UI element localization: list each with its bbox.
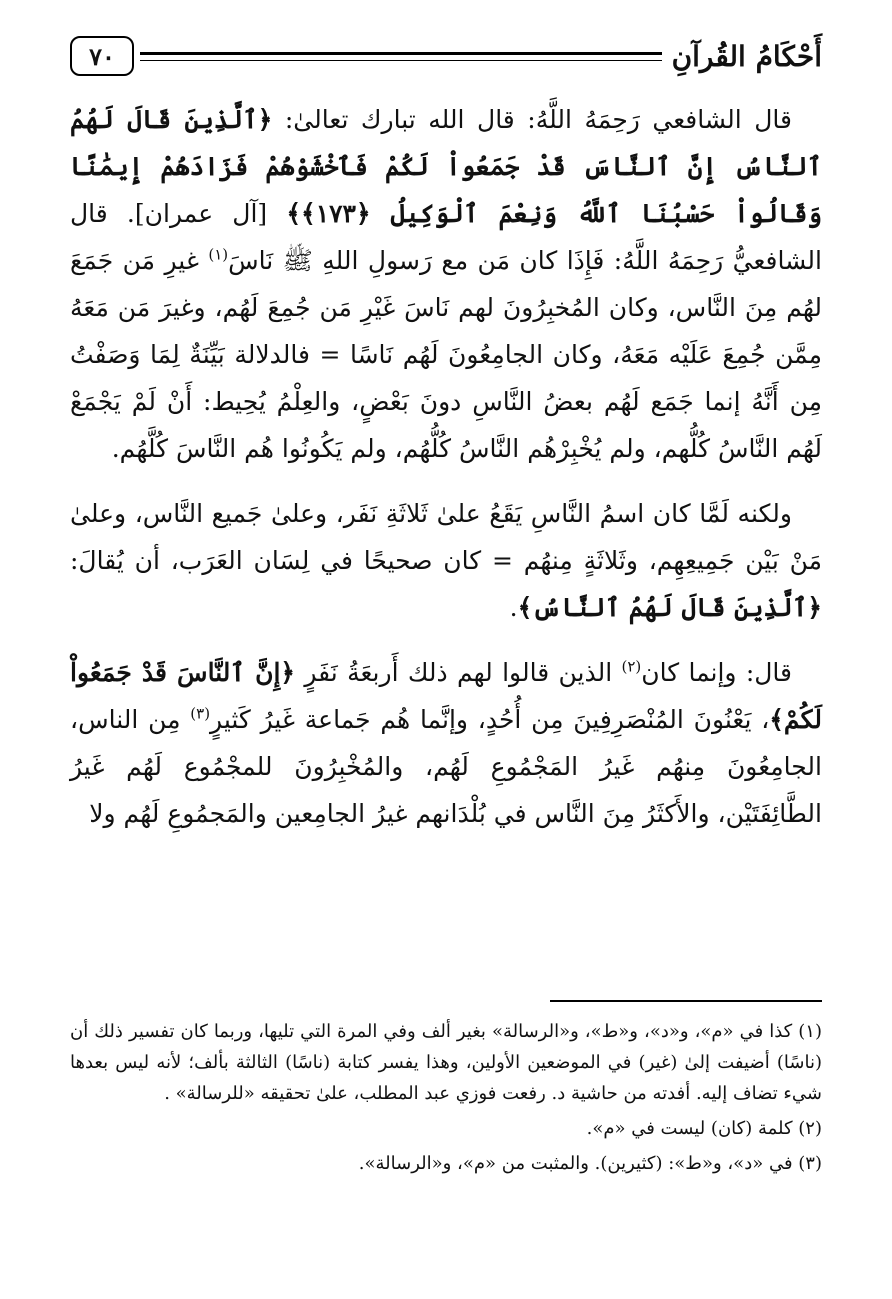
header-rule [140, 52, 662, 61]
paragraph-3 [70, 649, 822, 837]
footnote-separator [550, 1000, 822, 1002]
main-text [70, 96, 822, 855]
page-number: ٧٠ [70, 36, 134, 76]
footnote-ref-3[interactable]: (٣) [190, 704, 211, 723]
p3-text-a: قال: وإنما كان [641, 658, 792, 687]
quran-verse-2: ﴿ٱلَّذِينَ قَالَ لَهُمُ ٱلنَّاسُ﴾ [517, 593, 822, 622]
footnote-3: (٣) في «د»، و«ط»: (كثيرين). والمثبت من «م»، و«الرسالة». [358, 1153, 822, 1174]
footnotes [70, 1016, 822, 1183]
p3-text-d: مِن الناس، الجامِعُونَ مِنهُم غَيرُ المَجْمُوعِ لَهُم، والمُخْبِرُونَ للمجْمُوع لَهُم غَيرُ الطَّائِفَتَيْن، والأَكثَرُ مِنَ النَّاس في بُلْدَانهم غيرُ الجامِعين والمَجمُوعِ لَهُم ولا [70, 705, 822, 828]
quran-verse-1: ﴿ٱلَّذِينَ قَالَ لَهُمُ ٱلنَّاسُ إِنَّ ٱلنَّاسَ قَدْ جَمَعُواْ لَكُمْ فَٱخْشَوْهُمْ فَزَادَهُمْ إِيمَٰنًا وَقَالُواْ حَسْبُنَا ٱللَّهُ وَنِعْمَ ٱلْوَكِيلُ ﴿١٧٣﴾﴾ [70, 105, 823, 228]
footnote-ref-1[interactable]: (١) [208, 245, 229, 264]
p1-intro: قال الشافعي رَحِمَهُ اللَّهُ: قال الله تبارك تعالىٰ: [272, 105, 792, 134]
p2-end: . [509, 593, 518, 622]
running-title: أَحْكَامُ القُرآنِ [671, 39, 822, 73]
p3-text-b: الذين قالوا لهم ذلك أَربعَةُ نَفَرٍ [295, 658, 622, 687]
footnote-ref-2[interactable]: (٢) [621, 657, 642, 676]
paragraph-2 [70, 490, 822, 631]
p2-text-a: ولكنه لَمَّا كان اسمُ النَّاسِ يَقَعُ علىٰ ثَلاثَةِ نَفَر، وعلىٰ جَميع النَّاس، وعلىٰ مَنْ بَيْن جَمِيعِهِم، وثَلاثَةٍ مِنهُم = كان صحيحًا في لِسَان العَرَب، أن يُقالَ: [70, 499, 822, 575]
quran-verse-3: ﴿إِنَّ ٱلنَّاسَ قَدْ جَمَعُواْ لَكُمْ﴾ [70, 658, 822, 734]
p3-text-c: ، يَعْنُونَ المُنْصَرِفِينَ مِن أُحُدٍ، وإنَّما هُم جَماعة غَيرُ كَثيرٍ [210, 705, 770, 734]
p1-text-b: غيرِ مَن جَمَعَ لهُم مِنَ النَّاس، وكان المُخبِرُونَ لهم نَاسَ غَيْرِ مَن جُمِعَ لَهُم، وغيرَ مَن مَعَهُ مِمَّن جُمِعَ عَلَيْه مَعَهُ، وكان الجامِعُونَ لَهُم نَاسًا = فالدلالة بَيِّنَةٌ لِمَا وَصَفْتُ مِن أَنَّهُ إنما جَمَع لَهُم بعضُ النَّاسِ دونَ بَعْضٍ، والعِلْمُ يُحِيط: أَنْ لَمْ يَجْمَعْ لَهُم النَّاسُ كُلُّهم، ولم يُخْبِرْهُم النَّاسُ كُلُّهُم، ولم يَكُونُوا هُم النَّاسَ كُلَّهُم. [70, 246, 822, 463]
p1-text-a: [آل عمران]. قال الشافعيُّ رَحِمَهُ اللَّهُ: فَإِذَا كان مَن مع رَسولِ اللهِ ﷺ نَاسَ [70, 199, 822, 275]
footnote-1: (١) كذا في «م»، و«د»، و«ط»، و«الرسالة» بغير ألف وفي المرة التي تليها، وربما كان تفسير ذلك أن (ناسًا) أضيفت إلىٰ (غير) في الموضعين الأولين، وهذا يفسر كتابة (ناسًا) الثالثة بألف؛ لأنه ليس بعدها شيء تضاف إليه. أفدته من حاشية د. رفعت فوزي عبد المطلب، علىٰ تحقيقه «للرسالة» . [70, 1021, 822, 1104]
page-header [70, 30, 822, 82]
paragraph-1 [70, 96, 822, 472]
footnote-2: (٢) كلمة (كان) ليست في «م». [586, 1118, 822, 1139]
